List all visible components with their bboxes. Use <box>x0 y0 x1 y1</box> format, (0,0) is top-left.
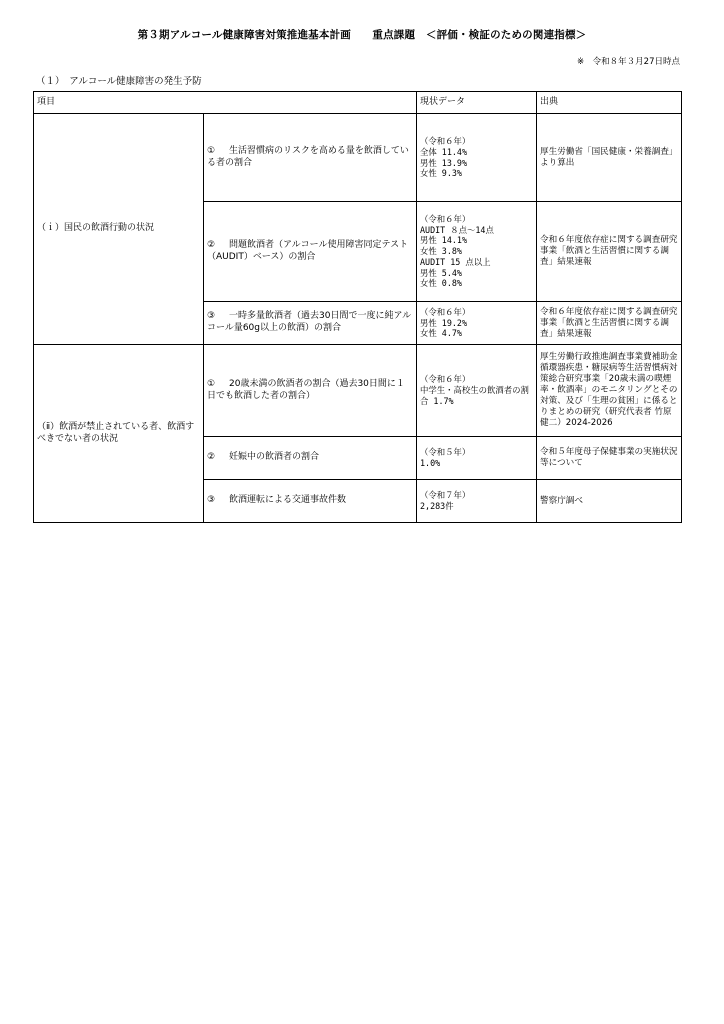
item-cell: ② 妊娠中の飲酒者の割合 <box>204 437 417 480</box>
section-heading: （１） アルコール健康障害の発生予防 <box>36 76 202 87</box>
source-cell: 厚生労働省「国民健康・栄養調査」より算出 <box>537 114 682 202</box>
item-cell: ③ 一時多量飲酒者（過去30日間で一度に純アルコール量60g以上の飲酒）の割合 <box>204 302 417 345</box>
category-cell: （ｉ）国民の飲酒行動の状況 <box>34 114 204 345</box>
source-cell: 令和６年度依存症に関する調査研究事業「飲酒と生活習慣に関する調査」結果速報 <box>537 302 682 345</box>
source-cell: 厚生労働行政推進調査事業費補助金 循環器疾患・糖尿病等生活習慣病対策総合研究事業「20歳未満の喫煙率・飲酒率」のモニタリングとその対策、及び「生理の貧困」に係るとりまとめの研究（研究代表者 竹原 健二）2024-2026 <box>537 345 682 437</box>
source-cell: 警察庁調べ <box>537 480 682 523</box>
category-cell: （ⅱ）飲酒が禁止されている者、飲酒すべきでない者の状況 <box>34 345 204 523</box>
source-cell: 令和６年度依存症に関する調査研究事業「飲酒と生活習慣に関する調査」結果速報 <box>537 202 682 302</box>
item-cell: ① 20歳未満の飲酒者の割合（過去30日間に１日でも飲酒した者の割合） <box>204 345 417 437</box>
header-data: 現状データ <box>417 92 537 114</box>
indicator-table <box>33 91 682 523</box>
table-row <box>34 345 682 437</box>
as-of-date: ※ 令和８年３月27日時点 <box>577 57 680 67</box>
header-source: 出典 <box>537 92 682 114</box>
data-cell: （令和６年） 全体 11.4% 男性 13.9% 女性 9.3% <box>417 114 537 202</box>
table-header-row <box>34 92 682 114</box>
item-cell: ① 生活習慣病のリスクを高める量を飲酒している者の割合 <box>204 114 417 202</box>
header-item: 項目 <box>34 92 417 114</box>
data-cell: （令和５年） 1.0% <box>417 437 537 480</box>
data-cell: （令和６年） 中学生・高校生の飲酒者の割合 1.7% <box>417 345 537 437</box>
document-title: 第３期アルコール健康障害対策推進基本計画 重点課題 ＜評価・検証のための関連指標＞ <box>137 29 587 41</box>
source-cell: 令和５年度母子保健事業の実施状況等について <box>537 437 682 480</box>
data-cell: （令和６年） AUDIT ８点～14点 男性 14.1% 女性 3.8% AUDIT 15 点以上 男性 5.4% 女性 0.8% <box>417 202 537 302</box>
item-cell: ② 問題飲酒者（アルコール使用障害同定テスト（AUDIT）ベース）の割合 <box>204 202 417 302</box>
data-cell: （令和７年） 2,283件 <box>417 480 537 523</box>
data-cell: （令和６年） 男性 19.2% 女性 4.7% <box>417 302 537 345</box>
table-row <box>34 114 682 202</box>
item-cell: ③ 飲酒運転による交通事故件数 <box>204 480 417 523</box>
